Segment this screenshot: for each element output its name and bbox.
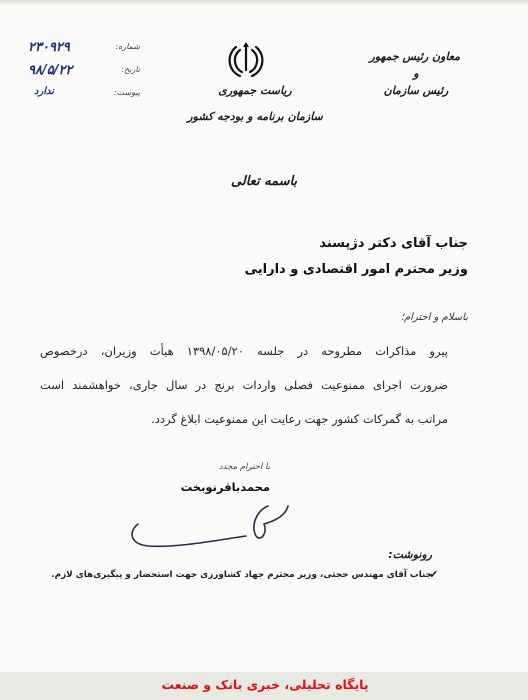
letter-attachment-value: ندارد [34,86,55,97]
basmala: باسمه تعالی [230,174,298,189]
signer-name: محمدباقرنوبخت [180,480,270,494]
letter-number-value: ۲۳۰۹۲۹ [28,40,70,55]
letter-attachment-label: پیوست: [113,88,140,97]
body-line-2: ضرورت اجرای ممنوعیت فصلی واردات برنج در سال جاری، خواهشمند است [40,378,448,392]
letter-date-label: تاریخ: [121,65,140,74]
letter-attachment-row [28,86,140,103]
org-line-pbo: سازمان برنامه و بودجه کشور [187,110,323,123]
org-line-presidency: ریاست جمهوری [218,84,292,97]
checkmark-icon: ✔ [429,568,439,581]
addressee-title: وزیر محترم امور اقتصادی و دارایی [244,262,468,277]
salutation: باسلام و احترام؛ [400,312,468,323]
issuer-line-head: رئیس سازمان [383,84,449,97]
cc-title: رونوشت: [388,548,432,561]
body-line-3: مراتب به گمرکات کشور جهت رعایت این ممنوعیت ابلاغ گردد. [151,412,448,426]
letter-date-value: ۹۸/۵/۲۲ [28,63,73,78]
closing-phrase: با احترام مجدد [218,462,270,472]
letter-date-row [28,63,140,80]
org-header [180,78,330,130]
issuer-line-and: و [413,67,419,80]
handwritten-signature [118,484,293,554]
body-line-1: پیرو مذاکرات مطروحه در جلسه ۱۳۹۸/۰۵/۲۰ هیأت وزیران، درخصوص [40,344,448,358]
letter-number-row [28,40,140,57]
issuer-line-vice-president: معاون رئیس جمهور [369,50,460,63]
iran-emblem-icon [226,40,266,82]
issuer-title-block [369,48,460,99]
letter-meta [28,40,140,103]
scan-shadow [0,0,528,6]
letter-number-label: شماره: [115,42,140,51]
footer-watermark-text: پایگاه تحلیلی، خبری بانک و صنعت [161,677,369,692]
addressee-name: جناب آقای دکتر دژپسند [319,236,468,251]
cc-item-1: جناب آقای مهندس حجتی، وزیر محترم جهاد کشاورزی جهت استحضار و پیگیری‌های لازم. [51,570,432,580]
